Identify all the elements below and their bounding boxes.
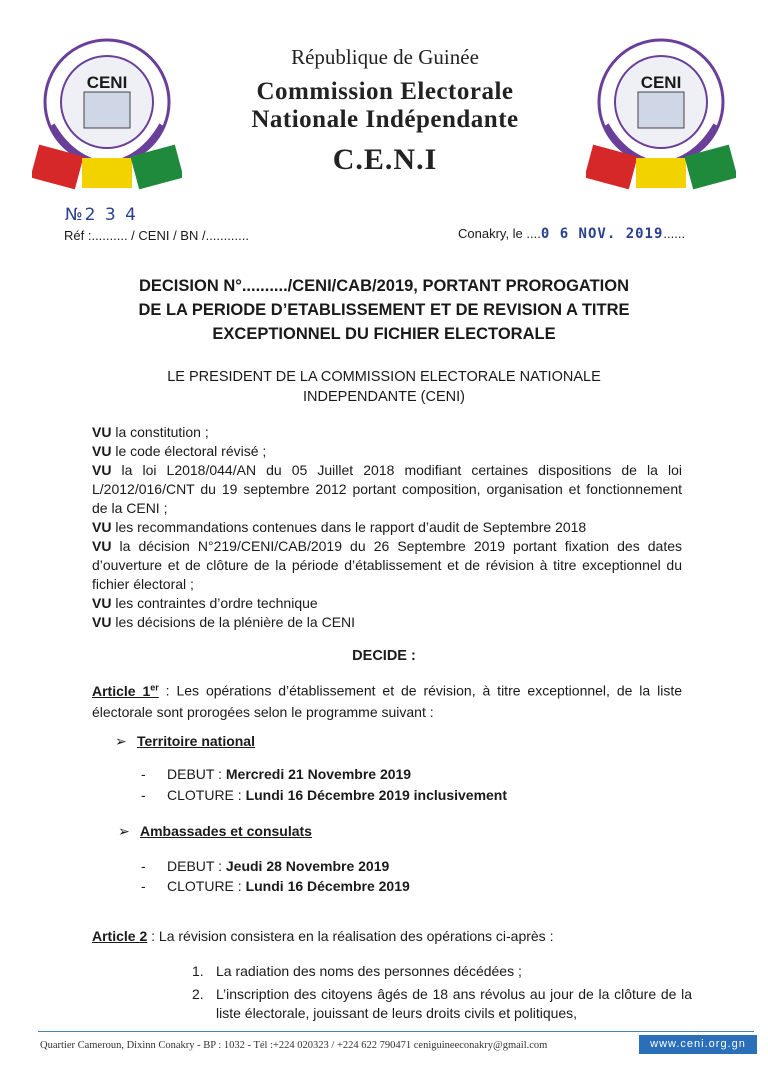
- commission-title-line2: Nationale Indépendante: [251, 106, 519, 133]
- decision-title-line2: DE LA PERIODE D’ETABLISSEMENT ET DE REVISION A TITRE: [138, 301, 630, 319]
- acronym-title: C.E.N.I: [332, 143, 438, 176]
- place-date-prefix: Conakry, le ....: [458, 226, 541, 241]
- reference-line: Réf :.......... / CENI / BN /............: [64, 228, 249, 243]
- consideration-item: VU les recommandations contenues dans le rapport d’audit de Septembre 2018: [92, 519, 587, 535]
- logo-ceni-text: CENI: [86, 73, 128, 92]
- section-title: Territoire national: [137, 733, 255, 749]
- section-ambassades-consulats: [118, 823, 312, 840]
- article-2-label: Article 2: [92, 928, 148, 944]
- consideration-item: VU les décisions de la plénière de la CENI: [92, 614, 356, 630]
- president-line1: LE PRESIDENT DE LA COMMISSION ELECTORALE NATIONALE: [167, 369, 601, 385]
- republic-title: République de Guinée: [291, 45, 479, 69]
- section-title: Ambassades et consulats: [140, 823, 312, 839]
- consideration-item: VU la constitution ;: [92, 424, 209, 440]
- ceni-logo-right: [586, 30, 736, 190]
- considerations-list: [92, 423, 682, 632]
- footer-divider: [38, 1031, 754, 1032]
- logo-ceni-text: CENI: [640, 73, 682, 92]
- date-stamp: 0 6 NOV. 2019: [540, 226, 664, 242]
- article-2-item: 1. La radiation des noms des personnes décédées ;: [192, 963, 522, 979]
- article-2: [92, 926, 682, 947]
- ceni-logo-left: [32, 30, 182, 190]
- place-date-line: [458, 226, 685, 242]
- place-date-suffix: ......: [663, 226, 686, 241]
- section-territoire-national: [115, 733, 255, 750]
- handwritten-reference-number: №2 3 4: [65, 205, 138, 225]
- article-1-label: Article 1er: [92, 682, 159, 699]
- president-line2: INDEPENDANTE (CENI): [303, 389, 465, 405]
- decision-title-line1: DECISION N°........../CENI/CAB/2019, PORTANT PROROGATION: [138, 277, 630, 295]
- decide-heading: DECIDE :: [352, 648, 416, 664]
- article-2-text: : La révision consistera en la réalisation des opérations ci-après :: [147, 928, 554, 944]
- article-1: [92, 677, 682, 723]
- decision-title-line3: EXCEPTIONNEL DU FICHIER ELECTORALE: [212, 325, 556, 343]
- schedule-item: - CLOTURE : Lundi 16 Décembre 2019: [141, 878, 410, 894]
- consideration-item: VU la décision N°219/CENI/CAB/2019 du 26 Septembre 2019 portant fixation des dates d’ouverture et de clôture de la période d’établissement et de révision à titre exceptionnel du fichier électoral ;: [92, 538, 682, 592]
- schedule-item: - CLOTURE : Lundi 16 Décembre 2019 inclusivement: [141, 787, 508, 803]
- consideration-item: VU les contraintes d’ordre technique: [92, 595, 318, 611]
- article-1-text: : Les opérations d’établissement et de révision, à titre exceptionnel, de la liste électorale sont prorogées selon le programme suivant :: [92, 682, 682, 720]
- arrow-bullet-icon: ➢: [115, 733, 127, 749]
- footer-website-link[interactable]: www.ceni.org.gn: [639, 1035, 757, 1054]
- arrow-bullet-icon: ➢: [118, 823, 130, 839]
- schedule-item: - DEBUT : Mercredi 21 Novembre 2019: [141, 766, 412, 782]
- consideration-item: VU le code électoral révisé ;: [92, 443, 267, 459]
- consideration-item: VU la loi L2018/044/AN du 05 Juillet 2018 modifiant certaines dispositions de la loi L/2012/016/CNT du 19 septembre 2012 portant composition, organisation et fonctionnement de la CENI ;: [92, 462, 682, 516]
- footer-address: Quartier Cameroun, Dixinn Conakry - BP : 1032 - Tél :+224 020323 / +224 622 790471 ceniguineeconakry@gmail.com: [40, 1040, 548, 1051]
- commission-title-line1: Commission Electorale: [256, 78, 514, 105]
- schedule-item: - DEBUT : Jeudi 28 Novembre 2019: [141, 858, 390, 874]
- article-2-item: 2. L’inscription des citoyens âgés de 18 ans révolus au jour de la clôture de la liste électorale, jouissant de leurs droits civils et politiques,: [192, 986, 692, 1021]
